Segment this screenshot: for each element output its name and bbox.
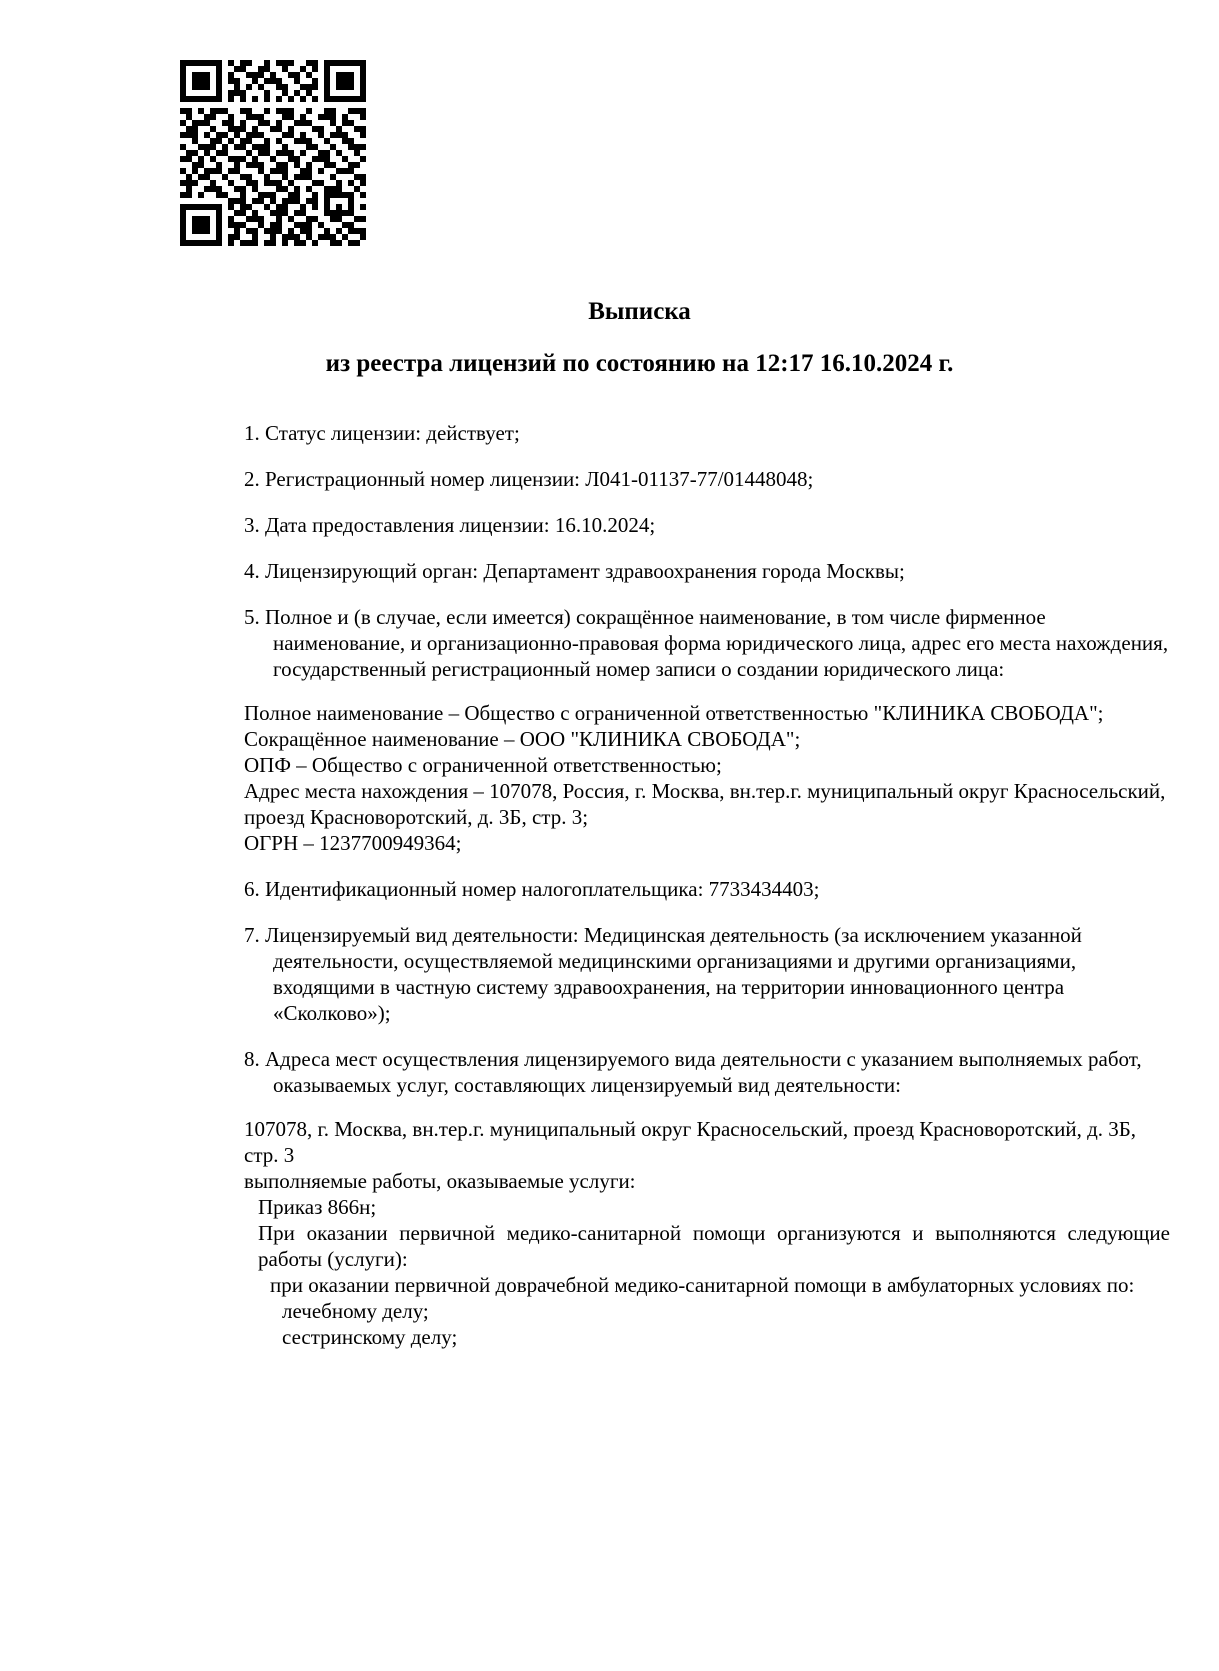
organization-address: Адрес места нахождения – 107078, Россия, г. Москва, вн.тер.г. муниципальный округ Красносельский, проезд Красноворотский, д. 3Б, стр. 3; bbox=[244, 779, 1166, 829]
item-registration-number: 2. Регистрационный номер лицензии: Л041-01137-77/01448048; bbox=[244, 467, 814, 491]
item-license-status: 1. Статус лицензии: действует; bbox=[244, 421, 520, 445]
item-issue-date: 3. Дата предоставления лицензии: 16.10.2024; bbox=[244, 513, 656, 537]
activity-order: Приказ 866н; bbox=[258, 1195, 377, 1219]
activity-service-item: лечебному делу; bbox=[282, 1299, 429, 1323]
organization-ogrn: ОГРН – 1237700949364; bbox=[244, 831, 462, 855]
qr-code-icon bbox=[180, 60, 366, 246]
document-subtitle: из реестра лицензий по состоянию на 12:17 16.10.2024 г. bbox=[325, 350, 954, 377]
item-licensing-authority: 4. Лицензирующий орган: Департамент здравоохранения города Москвы; bbox=[244, 559, 905, 583]
document-body bbox=[244, 420, 1170, 1350]
organization-short-name: Сокращённое наименование – ООО "КЛИНИКА СВОБОДА"; bbox=[244, 727, 801, 751]
item-organization-heading: 5. Полное и (в случае, если имеется) сокращённое наименование, в том числе фирменное наименование, и организационно-правовая форма юридического лица, адрес его места нахождения, государственный регистрационный номер записи о создании юридического лица: bbox=[244, 605, 1169, 681]
organization-full-name: Полное наименование – Общество с ограниченной ответственностью "КЛИНИКА СВОБОДА"; bbox=[244, 701, 1104, 725]
item-activity-type: 7. Лицензируемый вид деятельности: Медицинская деятельность (за исключением указанной деятельности, осуществляемой медицинскими организациями и другими организациями, входящими в частную систему здравоохранения, на территории инновационного центра «Сколково»); bbox=[244, 923, 1082, 1025]
document-title: Выписка bbox=[588, 298, 691, 325]
activity-service-item: сестринскому делу; bbox=[282, 1325, 458, 1349]
activity-address: 107078, г. Москва, вн.тер.г. муниципальный округ Красносельский, проезд Красноворотский, д. 3Б, стр. 3 bbox=[244, 1117, 1137, 1167]
activity-pre-doctor-care: при оказании первичной доврачебной медико-санитарной помощи в амбулаторных условиях по: bbox=[270, 1273, 1135, 1297]
organization-opf: ОПФ – Общество с ограниченной ответственностью; bbox=[244, 753, 722, 777]
item-activity-addresses: 8. Адреса мест осуществления лицензируемого вида деятельности с указанием выполняемых работ, оказываемых услуг, составляющих лицензируемый вид деятельности: bbox=[244, 1047, 1142, 1097]
activity-primary-care: При оказании первичной медико-санитарной помощи организуются и выполняются следующие работы (услуги): bbox=[258, 1221, 1170, 1271]
organization-details bbox=[244, 700, 1170, 856]
activity-details bbox=[244, 1116, 1170, 1350]
activity-works-label: выполняемые работы, оказываемые услуги: bbox=[244, 1169, 636, 1193]
item-tax-id: 6. Идентификационный номер налогоплательщика: 7733434403; bbox=[244, 877, 820, 901]
